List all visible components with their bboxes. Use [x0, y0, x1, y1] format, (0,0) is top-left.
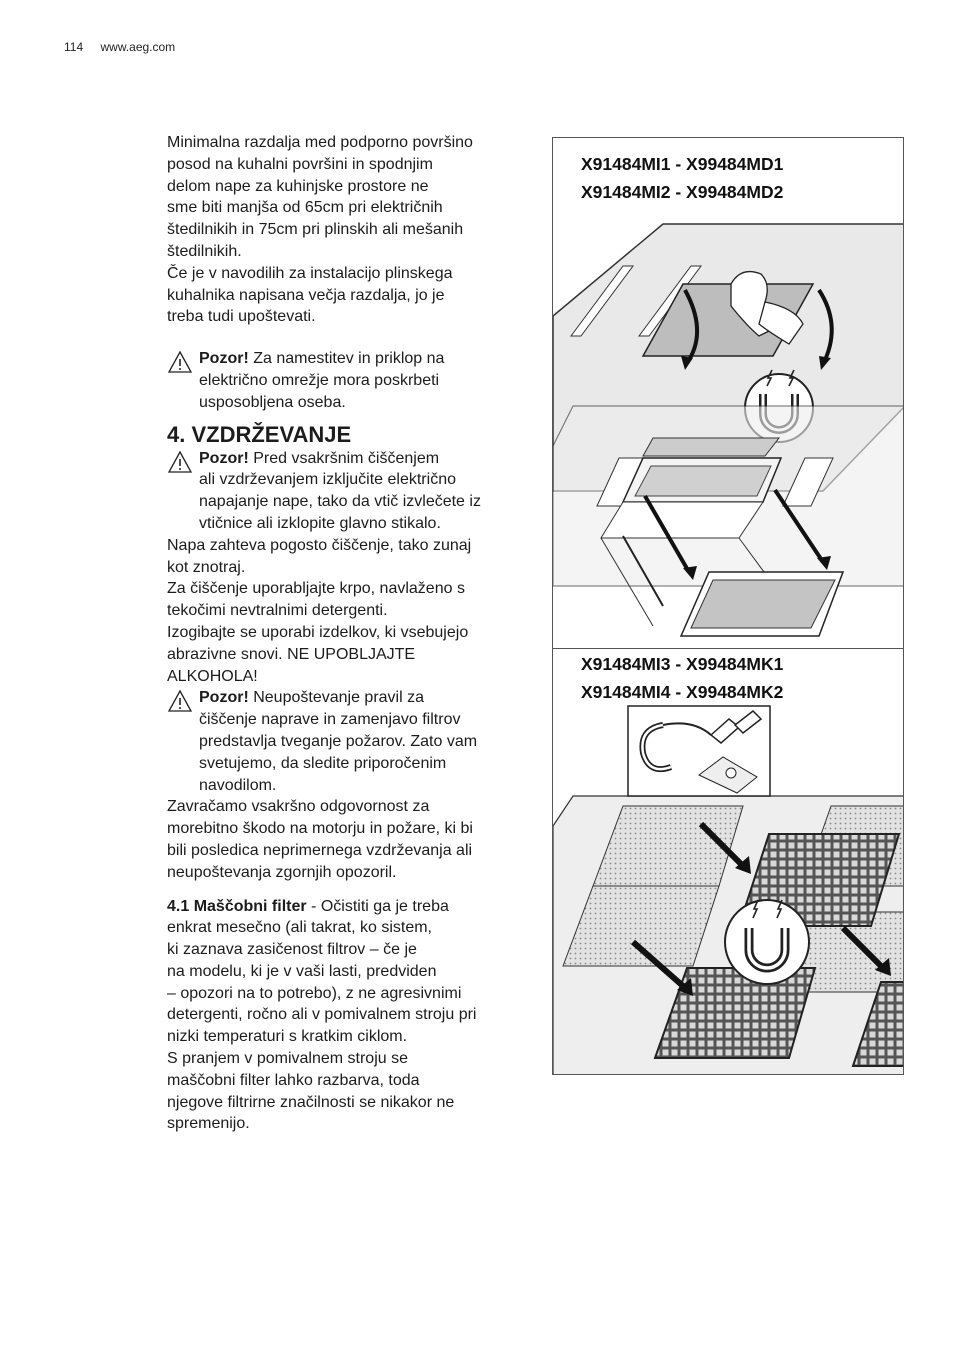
site-url: www.aeg.com — [100, 40, 176, 54]
warning-icon — [167, 350, 193, 374]
intro-paragraph: Minimalna razdalja med podporno površino posod na kuhalni površini in spodnjim delom nape za kuhinjske prostore ne sme biti manjša od 65cm pri električnih štedilnikih in 75cm pri plinskih ali mešanih štedilnikih. Če je v navodilih za instalacijo plinskega kuhalnika napisana večja razdalja, jo je treba tudi upoštevati. — [167, 134, 473, 326]
hood-filter-removal-drawing — [553, 206, 904, 646]
page-header — [64, 40, 189, 54]
cleaning-paragraph: Napa zahteva pogosto čiščenje, tako zunaj kot znotraj. Za čiščenje uporabljajte krpo, navlaženo s tekočimi nevtralnimi detergenti. Izogibajte se uporabi izdelkov, ki vsebujejo abrazivne snovi. NE UPOBLJAJTE ALKOHOLA! — [167, 536, 472, 685]
grease-filter-paragraph: 4.1 Maščobni filter - Očistiti ga je treba enkrat mesečno (ali takrat, ko sistem, ki zaznava zasičenost filtrov – če je na modelu, ki je v vaši lasti, predviden – opozori na to potrebo), z ne agresivnimi detergenti, ročno ali v pomivalnem stroju pri nizki temperaturi s kratkim ciklom. S pranjem v pomivalnem stroju se maščobni filter lahko razbarva, toda njegove filtrirne značilnosti se nikakor ne spremenijo. — [167, 897, 477, 1133]
model-list-1: X91484MI1 - X99484MD1 X91484MI2 - X99484MD2 — [581, 154, 784, 202]
model-list-2: X91484MI3 - X99484MK1 X91484MI4 - X99484MK2 — [581, 654, 784, 702]
hook-icon — [627, 705, 771, 797]
warning-installation: Pozor! Za namestitev in priklop na električno omrežje mora poskrbeti usposobljena oseba. — [167, 348, 549, 413]
text-column — [167, 132, 549, 1135]
section-heading: 4. VZDRŽEVANJE — [167, 421, 352, 447]
liability-paragraph: Zavračamo vsakršno odgovornost za morebitno škodo na motorju in požare, ki bi bili posledica neprimernega vzdrževanja ali neupoštevanja zgornjih opozoril. — [167, 798, 473, 881]
warning-icon — [167, 450, 193, 474]
warning-cleaning: Pozor! Pred vsakršnim čiščenjem ali vzdrževanjem izključite električno napajanje nape, tako da vtič izvlečete iz vtičnice ali izklopite glavno stikalo. — [167, 448, 549, 535]
warning-fire: Pozor! Neupoštevanje pravil za čiščenje naprave in zamenjavo filtrov predstavlja tveganje požarov. Zato vam svetujemo, da sledite priporočenim navodilom. — [167, 687, 549, 796]
page-number: 114 — [64, 40, 84, 54]
warning-icon — [167, 689, 193, 713]
figure-divider — [553, 648, 903, 649]
filter-illustration — [552, 137, 904, 1075]
